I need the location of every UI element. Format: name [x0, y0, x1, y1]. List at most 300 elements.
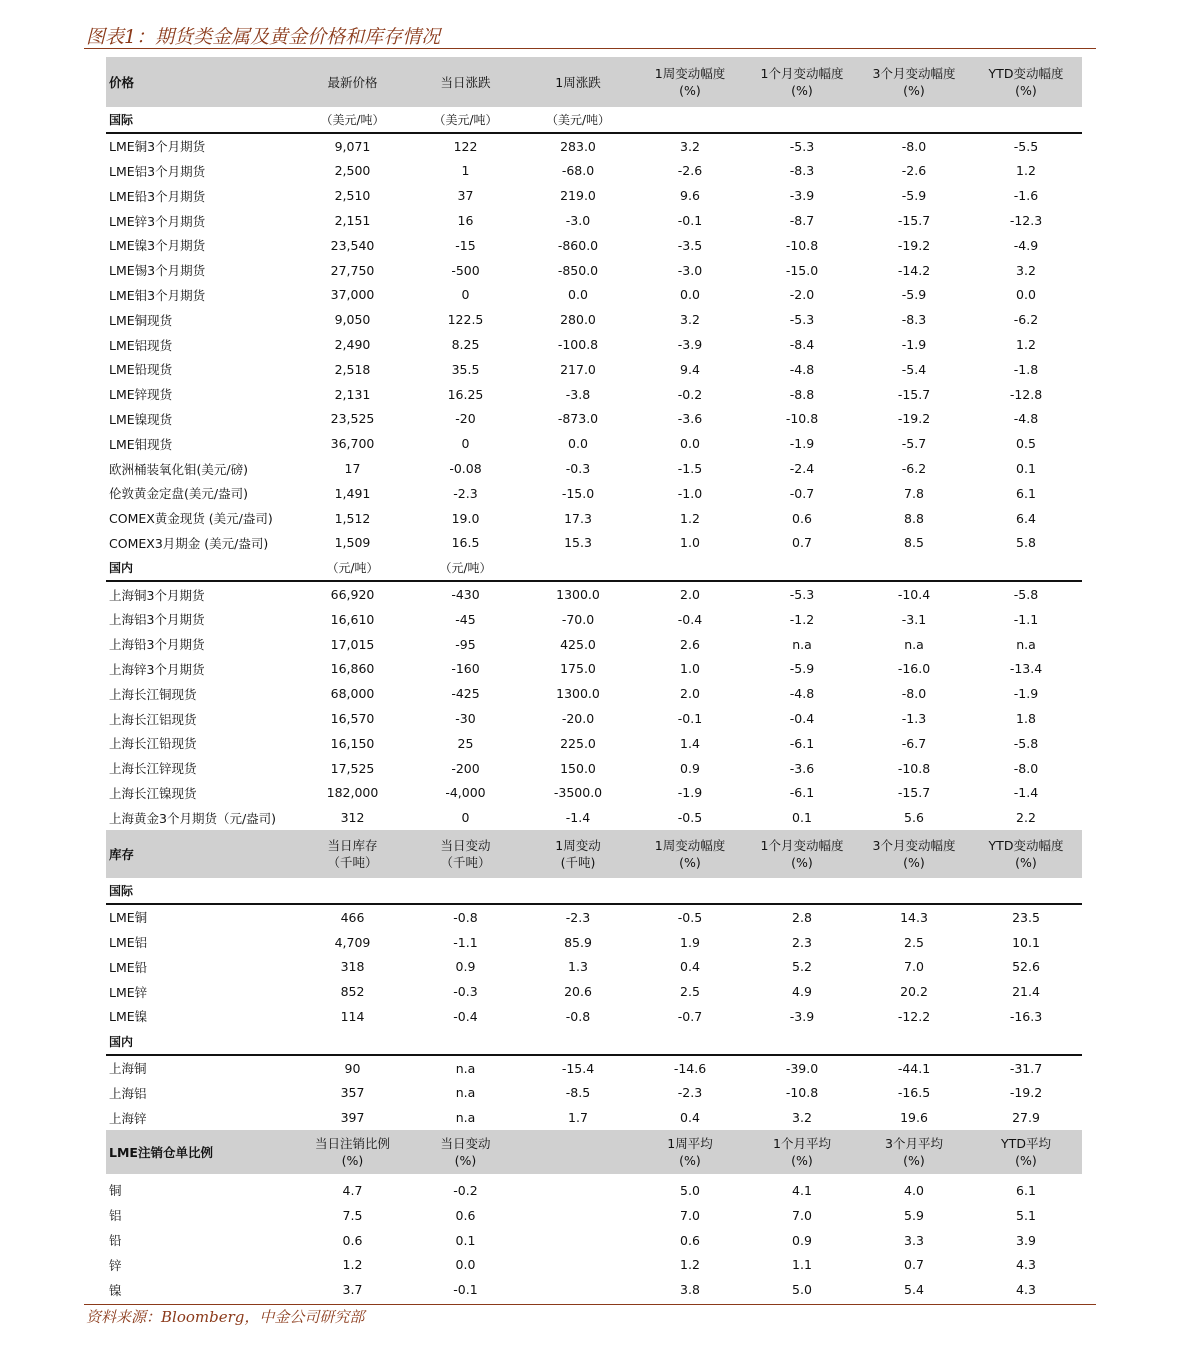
table-cell: -860.0	[557, 237, 599, 253]
table-row	[106, 1277, 1082, 1302]
table-cell: 8.8	[904, 510, 924, 526]
table-cell: -0.5	[677, 810, 703, 826]
table-cell: 0.0	[1016, 287, 1036, 303]
table-cell: 397	[340, 1110, 365, 1126]
table-cell: 122.5	[447, 312, 484, 328]
table-cell: 0.0	[455, 1257, 476, 1273]
table-row	[106, 407, 1082, 432]
table-row	[106, 531, 1082, 556]
table-cell: -95	[455, 636, 476, 652]
table-cell: 当日变动 (%)	[440, 1136, 491, 1169]
table-cell: 1,491	[334, 485, 371, 501]
table-cell: -2.3	[677, 1085, 703, 1101]
table-cell: -10.8	[785, 411, 819, 427]
table-cell: 0.0	[680, 287, 700, 303]
table-cell: -6.1	[789, 785, 815, 801]
table-cell: -15.7	[897, 386, 931, 402]
table-cell: -2.6	[901, 163, 927, 179]
row-label: 上海长江锌现货	[109, 761, 197, 777]
table-row	[106, 756, 1082, 781]
table-cell: -13.4	[1009, 661, 1043, 677]
table-cell: -3.6	[789, 760, 815, 776]
table-cell: 0.7	[904, 1257, 924, 1273]
table-cell: -200	[451, 760, 480, 776]
table-cell: -5.8	[1013, 587, 1039, 603]
table-cell: -0.3	[453, 984, 478, 1000]
table-cell: -20	[455, 411, 476, 427]
table-row	[106, 607, 1082, 632]
table-cell: YTD变动幅度 (%)	[988, 66, 1064, 98]
table-cell: 1.1	[792, 1257, 812, 1273]
table-cell: -20.0	[561, 711, 595, 727]
table-cell: -19.2	[897, 237, 931, 253]
table-cell: -1.9	[1013, 686, 1039, 702]
row-label: 上海铅3个月期货	[109, 637, 205, 653]
table-cell: 1.3	[568, 959, 588, 975]
table-cell: 0	[461, 436, 470, 452]
table-cell: -2.3	[453, 485, 478, 501]
table-cell: -6.1	[789, 735, 815, 751]
table-row	[106, 582, 1082, 607]
table-cell: -430	[451, 587, 480, 603]
table-cell: 0.9	[680, 760, 700, 776]
table-cell: -1.1	[1013, 611, 1039, 627]
table-cell: 1周涨跌	[555, 74, 601, 90]
table-row	[106, 706, 1082, 731]
row-label: 价格	[109, 74, 135, 90]
table-cell: 2,490	[334, 337, 371, 353]
row-label: 国内	[109, 1034, 134, 1049]
table-cell: -15.7	[897, 785, 931, 801]
table-row	[106, 1228, 1082, 1253]
table-cell: 37,000	[330, 287, 375, 303]
table-row	[106, 233, 1082, 258]
table-cell: -873.0	[557, 411, 599, 427]
table-row	[106, 159, 1082, 184]
table-row	[106, 731, 1082, 756]
table-cell: 2.0	[680, 587, 700, 603]
row-label: LME铜现货	[109, 312, 173, 328]
table-cell: 1.9	[680, 934, 700, 950]
table-cell: 217.0	[560, 361, 596, 377]
table-cell: 0	[461, 287, 470, 303]
table-row	[106, 134, 1082, 159]
table-cell: -3.1	[901, 611, 927, 627]
row-label: 上海铜3个月期货	[109, 587, 205, 603]
table-cell: n.a	[455, 1085, 476, 1101]
table-cell: 182,000	[326, 785, 379, 801]
table-cell: 0.9	[455, 959, 476, 975]
table-cell: 1300.0	[556, 686, 600, 702]
table-cell: -100.8	[557, 337, 599, 353]
table-cell: -2.0	[789, 287, 815, 303]
table-cell: 5.0	[792, 1282, 812, 1298]
table-cell: -6.2	[901, 461, 927, 477]
table-cell: n.a	[792, 636, 812, 652]
table-cell: -19.2	[897, 411, 931, 427]
table-cell: -1.4	[565, 810, 591, 826]
table-cell: 7.0	[904, 959, 924, 975]
table-row	[106, 905, 1082, 930]
row-label: 上海长江铅现货	[109, 736, 197, 752]
table-cell: -0.4	[677, 611, 703, 627]
table-cell: -3.9	[789, 1008, 815, 1024]
table-cell: 4.9	[792, 984, 812, 1000]
table-cell: 16.25	[447, 386, 484, 402]
table-cell: 1	[461, 163, 470, 179]
table-cell: 23.5	[1012, 909, 1040, 925]
table-cell: 1个月变动幅度 (%)	[760, 66, 844, 98]
table-cell: -1.5	[677, 461, 703, 477]
table-cell: -8.0	[901, 138, 927, 154]
table-row	[106, 979, 1082, 1004]
table-cell: 25	[457, 735, 474, 751]
table-cell: 7.5	[342, 1207, 363, 1223]
table-cell: 4.0	[904, 1182, 924, 1198]
table-cell: -1.1	[453, 934, 478, 950]
table-row	[106, 183, 1082, 208]
table-cell: -12.2	[897, 1008, 931, 1024]
row-label: 上海铝3个月期货	[109, 612, 205, 628]
table-row	[106, 456, 1082, 481]
table-cell: 2,518	[334, 361, 371, 377]
table-row	[106, 1056, 1082, 1081]
table-cell: -3.9	[677, 337, 703, 353]
table-row	[106, 632, 1082, 657]
table-row	[106, 208, 1082, 233]
table-cell: -1.6	[1013, 188, 1039, 204]
table-cell: 0.1	[455, 1232, 476, 1248]
row-label: COMEX黄金现货 (美元/盎司)	[109, 511, 273, 527]
table-cell: -5.9	[789, 661, 815, 677]
table-cell: -15.0	[785, 262, 819, 278]
table-cell: -10.8	[785, 237, 819, 253]
table-cell: 852	[340, 984, 365, 1000]
table-cell: -6.7	[901, 735, 927, 751]
table-cell: -1.2	[789, 611, 815, 627]
table-row	[106, 332, 1082, 357]
table-cell: 1,512	[334, 510, 371, 526]
table-cell: -5.7	[901, 436, 927, 452]
table-cell: -12.8	[1009, 386, 1043, 402]
table-cell: -16.0	[897, 661, 931, 677]
table-cell: -3.6	[677, 411, 703, 427]
table-cell: 1周变动幅度 (%)	[654, 838, 726, 871]
table-cell: -2.4	[789, 461, 815, 477]
table-cell: -8.4	[789, 337, 815, 353]
table-cell: -16.3	[1009, 1008, 1043, 1024]
table-cell: 0.5	[1016, 436, 1036, 452]
table-cell: 1.4	[680, 735, 700, 751]
table-cell: 3个月变动幅度 (%)	[872, 838, 956, 871]
table-cell: -5.3	[789, 312, 815, 328]
table-cell: -8.8	[789, 386, 815, 402]
table-cell: 2,151	[334, 213, 371, 229]
table-cell: 52.6	[1012, 959, 1040, 975]
table-cell: -4.8	[789, 686, 815, 702]
row-label: 上海锌3个月期货	[109, 661, 205, 677]
table-cell: （美元/吨）	[433, 112, 498, 127]
table-cell: -1.4	[1013, 785, 1039, 801]
row-label: 镍	[109, 1282, 122, 1298]
table-cell: 16,570	[330, 711, 375, 727]
top-rule	[84, 48, 1096, 49]
table-cell: 1300.0	[556, 587, 600, 603]
row-label: LME镍	[109, 1009, 148, 1025]
table-row	[106, 781, 1082, 806]
table-cell: -0.4	[453, 1008, 478, 1024]
table-cell: 90	[344, 1060, 361, 1076]
table-cell: 5.8	[1016, 535, 1036, 551]
table-cell: -3.0	[677, 262, 703, 278]
table-row	[106, 307, 1082, 332]
table-cell: （元/吨）	[326, 561, 379, 576]
table-cell: 4,709	[334, 934, 371, 950]
row-label: LME铅	[109, 959, 148, 975]
table-cell: -425	[451, 686, 480, 702]
table-cell: 122	[453, 138, 478, 154]
table-cell: 1,509	[334, 535, 371, 551]
row-label: LME铝现货	[109, 337, 173, 353]
table-cell: -4.8	[789, 361, 815, 377]
table-cell: 6.1	[1016, 485, 1036, 501]
table-cell: 10.1	[1012, 934, 1040, 950]
table-cell: -14.6	[673, 1060, 707, 1076]
row-label: 欧洲桶装氧化钼(美元/磅)	[109, 461, 248, 477]
table-cell: 1.2	[1016, 337, 1036, 353]
table-cell: -500	[451, 262, 480, 278]
table-cell: 7.0	[792, 1207, 812, 1223]
table-cell: 27,750	[330, 262, 375, 278]
table-cell: 5.4	[904, 1282, 924, 1298]
table-cell: -3.5	[677, 237, 703, 253]
table-cell: 1.7	[568, 1110, 588, 1126]
table-row	[106, 283, 1082, 308]
table-cell: -39.0	[785, 1060, 819, 1076]
table-cell: YTD平均 (%)	[1001, 1136, 1051, 1169]
table-cell: 16	[457, 213, 474, 229]
table-cell: 0.0	[680, 436, 700, 452]
header-row	[106, 830, 1082, 878]
table-cell: 1.2	[1016, 163, 1036, 179]
row-label: 上海长江铝现货	[109, 711, 197, 727]
table-cell: n.a	[455, 1060, 476, 1076]
table-cell: 0.6	[792, 510, 812, 526]
table-cell: 318	[340, 959, 365, 975]
table-cell: -10.8	[785, 1085, 819, 1101]
table-cell: 23,540	[330, 237, 375, 253]
table-cell: 9,071	[334, 138, 371, 154]
row-label: 铅	[109, 1233, 122, 1249]
table-cell: -15.0	[561, 485, 595, 501]
table-cell: （美元/吨）	[320, 112, 385, 127]
table-cell: -3.0	[565, 213, 591, 229]
table-cell: -0.7	[789, 485, 815, 501]
row-label: LME锌3个月期货	[109, 213, 206, 229]
table-cell: 2,131	[334, 386, 371, 402]
table-cell: -0.3	[565, 461, 591, 477]
row-label: 上海铜	[109, 1061, 147, 1077]
table-cell: 当日注销比例 (%)	[314, 1136, 390, 1169]
table-cell: -5.9	[901, 287, 927, 303]
table-cell: 16,150	[330, 735, 375, 751]
header-row	[106, 1130, 1082, 1174]
source-note: 资料来源：Bloomberg，中金公司研究部	[86, 1308, 365, 1326]
row-label: COMEX3月期金 (美元/盎司)	[109, 535, 269, 551]
section-row	[106, 878, 1082, 905]
row-label: 上海长江铜现货	[109, 686, 197, 702]
table-cell: （美元/吨）	[545, 112, 611, 127]
table-cell: 0.0	[568, 436, 588, 452]
table-cell: 466	[340, 909, 365, 925]
table-cell: 36,700	[330, 436, 375, 452]
table-cell: -8.0	[901, 686, 927, 702]
table-cell: 16,610	[330, 611, 375, 627]
table-cell: 5.6	[904, 810, 924, 826]
table-cell: 280.0	[560, 312, 596, 328]
table-cell: 3.2	[1016, 262, 1036, 278]
table-cell: -31.7	[1009, 1060, 1043, 1076]
table-cell: -19.2	[1009, 1085, 1043, 1101]
table-cell: n.a	[1016, 636, 1036, 652]
table-cell: 1.8	[1016, 711, 1036, 727]
table-cell: 5.2	[792, 959, 812, 975]
table-cell: 68,000	[330, 686, 375, 702]
table-cell: -5.3	[789, 587, 815, 603]
table-cell: 1周平均 (%)	[667, 1136, 713, 1169]
table-cell: 16,860	[330, 661, 375, 677]
table-cell: -0.7	[677, 1008, 703, 1024]
table-cell: -2.6	[677, 163, 703, 179]
table-cell: 5.0	[680, 1182, 700, 1198]
table-cell: 2.5	[680, 984, 700, 1000]
table-cell: -1.8	[1013, 361, 1039, 377]
table-cell: 4.7	[342, 1182, 363, 1198]
row-label: 上海锌	[109, 1110, 147, 1126]
table-cell: 3.2	[792, 1110, 812, 1126]
table-cell: 2.5	[904, 934, 924, 950]
table-cell: -0.1	[453, 1282, 478, 1298]
table-cell: -6.2	[1013, 312, 1039, 328]
table-cell: 37	[457, 188, 474, 204]
table-cell: -16.5	[897, 1085, 931, 1101]
table-cell: 7.8	[904, 485, 924, 501]
table-cell: -8.3	[789, 163, 815, 179]
row-label: LME铅3个月期货	[109, 188, 206, 204]
table-cell: 0.9	[792, 1232, 812, 1248]
table-cell: 16.5	[451, 535, 480, 551]
table-cell: -3.9	[789, 188, 815, 204]
data-table	[106, 57, 1082, 1302]
table-row	[106, 805, 1082, 830]
table-cell: -4.8	[1013, 411, 1039, 427]
table-cell: 283.0	[560, 138, 596, 154]
table-cell: 3.7	[342, 1282, 363, 1298]
table-cell: 1周变动 (千吨)	[555, 838, 601, 871]
table-cell: 2.0	[680, 686, 700, 702]
table-row	[106, 1178, 1082, 1203]
table-cell: -160	[451, 661, 480, 677]
table-cell: -5.4	[901, 361, 927, 377]
table-cell: 4.1	[792, 1182, 812, 1198]
table-cell: -1.3	[901, 711, 927, 727]
table-cell: 17.3	[564, 510, 592, 526]
figure-title: 图表1：期货类金属及黄金价格和库存情况	[86, 26, 441, 48]
table-cell: 0.6	[680, 1232, 700, 1248]
table-cell: 66,920	[330, 587, 375, 603]
table-cell: -68.0	[561, 163, 595, 179]
table-cell: 1.2	[680, 1257, 700, 1273]
table-cell: -0.1	[677, 213, 703, 229]
table-cell: 2.2	[1016, 810, 1036, 826]
table-cell: 0.1	[1016, 461, 1036, 477]
table-cell: -1.9	[677, 785, 703, 801]
table-cell: -3.8	[565, 386, 591, 402]
table-cell: -2.3	[565, 909, 591, 925]
table-row	[106, 481, 1082, 506]
table-cell: 150.0	[560, 760, 596, 776]
row-label: 国际	[109, 884, 134, 898]
table-cell: -8.5	[565, 1085, 591, 1101]
table-cell: -850.0	[557, 262, 599, 278]
table-cell: 3个月变动幅度 (%)	[872, 66, 956, 98]
table-cell: 20.2	[900, 984, 928, 1000]
table-cell: 0.0	[568, 287, 588, 303]
table-cell: -45	[455, 611, 476, 627]
section-row	[106, 1029, 1082, 1056]
row-label: LME镍现货	[109, 411, 173, 427]
table-cell: -5.5	[1013, 138, 1039, 154]
table-cell: 1个月平均 (%)	[773, 1136, 831, 1169]
table-cell: 20.6	[564, 984, 592, 1000]
table-cell: -0.08	[449, 461, 482, 477]
table-cell: 4.3	[1016, 1282, 1036, 1298]
table-cell: -14.2	[897, 262, 931, 278]
table-cell: 9,050	[334, 312, 371, 328]
table-cell: 当日库存 （千吨）	[327, 838, 378, 871]
table-cell: 425.0	[560, 636, 596, 652]
table-cell: -12.3	[1009, 213, 1043, 229]
row-label: LME钼3个月期货	[109, 287, 206, 303]
table-cell: 19.6	[900, 1110, 928, 1126]
table-cell: 85.9	[564, 934, 592, 950]
table-cell: -4,000	[445, 785, 486, 801]
table-cell: 114	[340, 1008, 365, 1024]
table-cell: 0.6	[342, 1232, 363, 1248]
table-cell: -4.9	[1013, 237, 1039, 253]
table-cell: 1.0	[680, 535, 700, 551]
table-cell: 7.0	[680, 1207, 700, 1223]
table-cell: YTD变动幅度 (%)	[988, 838, 1064, 871]
table-cell: 1.0	[680, 661, 700, 677]
table-cell: 8.5	[904, 535, 924, 551]
table-row	[106, 1105, 1082, 1130]
table-cell: n.a	[904, 636, 924, 652]
table-cell: 0.4	[680, 1110, 700, 1126]
table-cell: -5.3	[789, 138, 815, 154]
table-cell: 9.6	[680, 188, 700, 204]
table-cell: -44.1	[897, 1060, 931, 1076]
table-cell: 219.0	[560, 188, 596, 204]
section-row	[106, 555, 1082, 582]
table-cell: -8.3	[901, 312, 927, 328]
table-cell: 357	[340, 1085, 365, 1101]
header-row	[106, 57, 1082, 107]
table-cell: 当日涨跌	[440, 74, 491, 90]
row-label: LME钼现货	[109, 436, 173, 452]
table-cell: 2,500	[334, 163, 371, 179]
table-cell: 4.3	[1016, 1257, 1036, 1273]
